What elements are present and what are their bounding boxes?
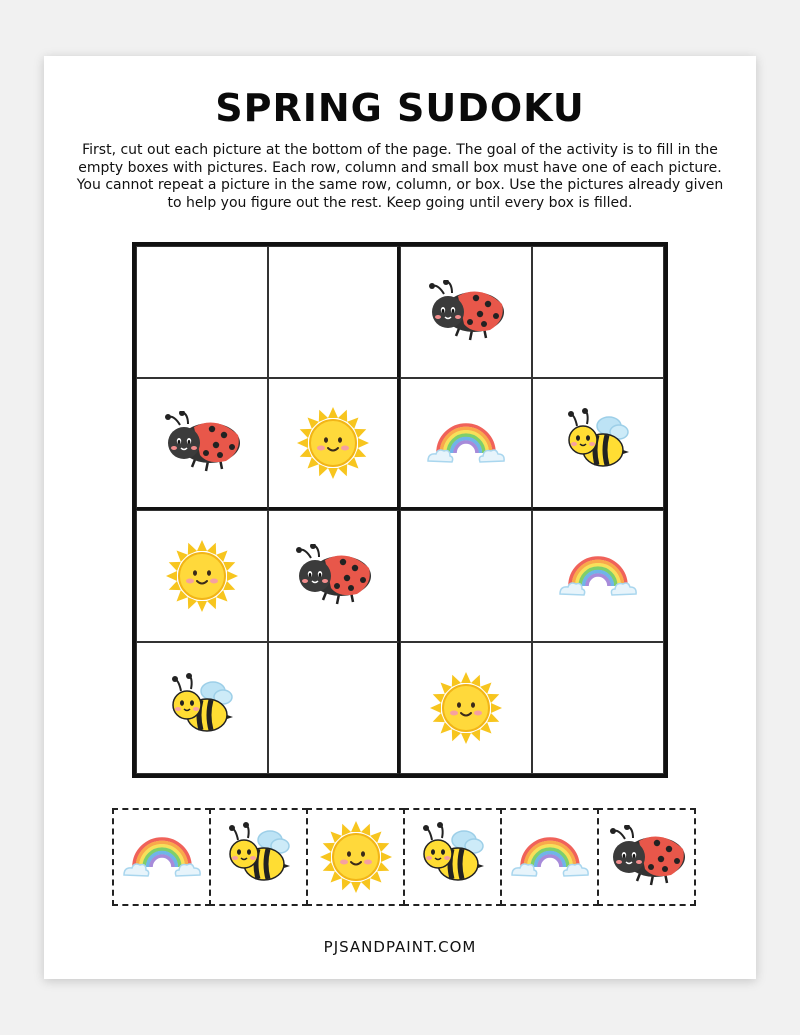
- ladybug-icon: [424, 280, 508, 344]
- sudoku-cell[interactable]: [268, 246, 400, 378]
- cutout-piece[interactable]: [209, 808, 308, 906]
- sudoku-cell[interactable]: [268, 510, 400, 642]
- sudoku-cell[interactable]: [136, 510, 268, 642]
- sudoku-grid: [132, 242, 668, 778]
- sudoku-cell[interactable]: [400, 378, 532, 510]
- ladybug-icon: [605, 825, 689, 889]
- cutout-piece[interactable]: [112, 808, 211, 906]
- ladybug-icon: [160, 411, 244, 475]
- sudoku-cell[interactable]: [268, 642, 400, 774]
- page-title: SPRING SUDOKU: [215, 86, 585, 130]
- sudoku-cell[interactable]: [136, 246, 268, 378]
- sudoku-cell[interactable]: [532, 246, 664, 378]
- sudoku-cell[interactable]: [400, 510, 532, 642]
- sudoku-cell[interactable]: [532, 642, 664, 774]
- sun-icon: [426, 668, 506, 748]
- sudoku-cell[interactable]: [532, 378, 664, 510]
- cutout-piece[interactable]: [403, 808, 502, 906]
- bee-icon: [167, 673, 237, 743]
- worksheet-page: [44, 56, 756, 979]
- sudoku-cell[interactable]: [400, 642, 532, 774]
- rainbow-icon: [510, 829, 590, 885]
- sudoku-cell[interactable]: [532, 510, 664, 642]
- bee-icon: [418, 822, 488, 892]
- sudoku-cell[interactable]: [400, 246, 532, 378]
- sudoku-cell[interactable]: [136, 378, 268, 510]
- sudoku-cell[interactable]: [136, 642, 268, 774]
- sun-icon: [293, 403, 373, 483]
- cutout-strip: [112, 808, 696, 906]
- sun-icon: [162, 536, 242, 616]
- bee-icon: [563, 408, 633, 478]
- website-footer: PJSANDPAINT.COM: [323, 938, 477, 956]
- bee-icon: [224, 822, 294, 892]
- rainbow-icon: [558, 548, 638, 604]
- cutout-piece[interactable]: [597, 808, 696, 906]
- rainbow-icon: [426, 415, 506, 471]
- instructions-text: First, cut out each picture at the bottom of the page. The goal of the activity is to fill in the empty boxes with pictures. Each row, column and small box must have one of each picture. You cannot repeat a picture in the same row, column, or box. Use the pictures already given to help you figure out the rest. Keep going until every box is filled.: [76, 142, 724, 211]
- cutout-piece[interactable]: [500, 808, 599, 906]
- sun-icon: [316, 817, 396, 897]
- rainbow-icon: [122, 829, 202, 885]
- ladybug-icon: [291, 544, 375, 608]
- sudoku-cell[interactable]: [268, 378, 400, 510]
- cutout-piece[interactable]: [306, 808, 405, 906]
